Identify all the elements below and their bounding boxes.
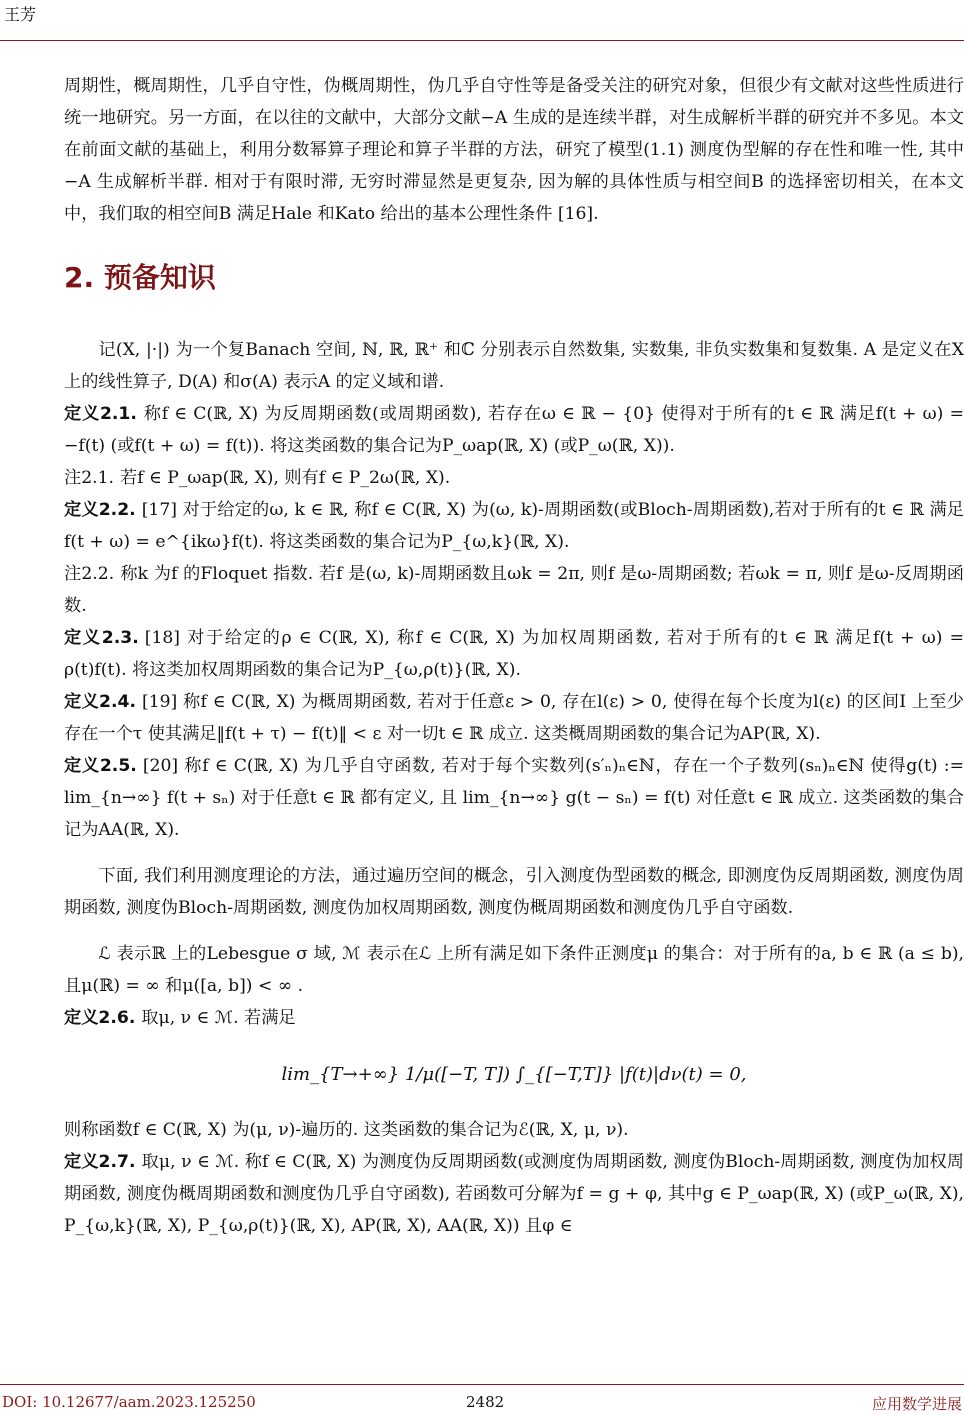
definition-label: 定义2.5. bbox=[64, 756, 137, 776]
remark-label: 注2.2. bbox=[64, 564, 115, 584]
definition-2-3 bbox=[64, 622, 964, 686]
remark-2-2 bbox=[64, 558, 964, 622]
definition-label: 定义2.3. bbox=[64, 628, 139, 648]
definition-label: 定义2.4. bbox=[64, 692, 136, 712]
definition-text: [20] 称f ∈ C(ℝ, X) 为几乎自守函数, 若对于每个实数列(s′ₙ)ₙ∈ℕ，存在一个子数列(sₙ)ₙ∈ℕ 使得g(t) := lim_{n→∞} f(t + sₙ) 对于任意t ∈ ℝ 都有定义, 且 lim_{n→∞} g(t − sₙ) = f(t) 对任意t ∈ ℝ 成立. 这类函数的集合记为AA(ℝ, X). bbox=[64, 756, 964, 840]
definition-2-1 bbox=[64, 398, 964, 462]
definition-text: [17] 对于给定的ω, k ∈ ℝ, 称f ∈ C(ℝ, X) 为(ω, k)-周期函数(或Bloch-周期函数),若对于所有的t ∈ ℝ 满足f(t + ω) = e^{ikω}f(t). 将这类函数的集合记为P_{ω,k}(ℝ, X). bbox=[64, 500, 964, 552]
definition-label: 定义2.7. bbox=[64, 1152, 136, 1172]
definition-2-4 bbox=[64, 686, 964, 750]
remark-text: 称k 为f 的Floquet 指数. 若f 是(ω, k)-周期函数且ωk = 2π, 则f 是ω-周期函数; 若ωk = π, 则f 是ω-反周期函数. bbox=[64, 564, 964, 616]
running-head-author: 王芳 bbox=[4, 5, 37, 24]
definition-2-6-conclusion: 则称函数f ∈ C(ℝ, X) 为(μ, ν)-遍历的. 这类函数的集合记为ℰ(ℝ, X, μ, ν). bbox=[64, 1120, 629, 1140]
definition-text: [19] 称f ∈ C(ℝ, X) 为概周期函数, 若对于任意ε > 0, 存在l(ε) > 0, 使得在每个长度为l(ε) 的区间I 上至少存在一个τ 使其满足‖f(t + τ) − f(t)‖ < ε 对一切t ∈ ℝ 成立. 这类概周期函数的集合记为AP(ℝ, X). bbox=[64, 692, 964, 744]
definition-label: 定义2.1. bbox=[64, 404, 137, 424]
page-footer bbox=[0, 1384, 964, 1415]
definition-label: 定义2.2. bbox=[64, 500, 136, 520]
footer-doi-link[interactable]: DOI: 10.12677/aam.2023.125250 bbox=[2, 1393, 256, 1411]
prelim-paragraph: 记(X, |·|) 为一个复Banach 空间, ℕ, ℝ, ℝ⁺ 和ℂ 分别表示自然数集, 实数集, 非负实数集和复数集. A 是定义在X 上的线性算子, D(A) 和σ(A) 表示A 的定义域和谱. bbox=[64, 340, 964, 392]
remark-2-1 bbox=[64, 462, 964, 494]
lebesgue-paragraph: ℒ 表示ℝ 上的Lebesgue σ 域, ℳ 表示在ℒ 上所有满足如下条件正测度μ 的集合：对于所有的a, b ∈ ℝ (a ≤ b), 且μ(ℝ) = ∞ 和μ([a, b]) < ∞ . bbox=[64, 944, 964, 996]
definition-2-6 bbox=[64, 1002, 964, 1034]
ergodic-formula: lim_{T→+∞} 1/μ([−T, T]) ∫_{[−T,T]} |f(t)|dν(t) = 0, bbox=[281, 1064, 747, 1085]
footer-journal-name: 应用数学进展 bbox=[871, 1395, 962, 1413]
intro-paragraph: 周期性，概周期性，几乎自守性，伪概周期性，伪几乎自守性等是备受关注的研究对象，但很少有文献对这些性质进行统一地研究。另一方面，在以往的文献中，大部分文献−A 生成的是连续半群，对生成解析半群的研究并不多见。本文在前面文献的基础上，利用分数幂算子理论和算子半群的方法，研究了模型(1.1) 测度伪型解的存在性和唯一性, 其中−A 生成解析半群. 相对于有限时滞, 无穷时滞显然是更复杂, 因为解的具体性质与相空间B 的选择密切相关，在本文中，我们取的相空间B 满足Hale 和Kato 给出的基本公理性条件 [16]. bbox=[64, 76, 964, 224]
measure-intro-paragraph: 下面, 我们利用测度理论的方法，通过遍历空间的概念，引入测度伪型函数的概念, 即测度伪反周期函数, 测度伪周期函数, 测度伪Bloch-周期函数, 测度伪加权周期函数, 测度伪概周期函数和测度伪几乎自守函数. bbox=[64, 866, 964, 918]
definition-2-7 bbox=[64, 1146, 964, 1242]
definition-text: 称f ∈ C(ℝ, X) 为反周期函数(或周期函数), 若存在ω ∈ ℝ − {0} 使得对于所有的t ∈ ℝ 满足f(t + ω) = −f(t) (或f(t + ω) = f(t)). 将这类函数的集合记为P_ωap(ℝ, X) (或P_ω(ℝ, X)). bbox=[64, 404, 964, 456]
definition-2-5 bbox=[64, 750, 964, 846]
footer-page-number: 2482 bbox=[466, 1393, 505, 1411]
running-head bbox=[0, 0, 964, 41]
remark-label: 注2.1. bbox=[64, 468, 114, 488]
definition-text: 取μ, ν ∈ ℳ. 若满足 bbox=[141, 1008, 296, 1028]
definition-text: [18] 对于给定的ρ ∈ C(ℝ, X), 称f ∈ C(ℝ, X) 为加权周期函数, 若对于所有的t ∈ ℝ 满足f(t + ω) = ρ(t)f(t). 将这类加权周期函数的集合记为P_{ω,ρ(t)}(ℝ, X). bbox=[64, 628, 964, 680]
page-content bbox=[64, 70, 964, 1242]
definition-text: 取μ, ν ∈ ℳ. 称f ∈ C(ℝ, X) 为测度伪反周期函数(或测度伪周期函数, 测度伪Bloch-周期函数, 测度伪加权周期函数, 测度伪概周期函数和测度伪几乎自守函数), 若函数可分解为f = g + φ, 其中g ∈ P_ωap(ℝ, X) (或P_ω(ℝ, X), P_{ω,k}(ℝ, X), P_{ω,ρ(t)}(ℝ, X), AP(ℝ, X), AA(ℝ, X)) 且φ ∈ bbox=[64, 1152, 964, 1236]
section-title: 2. 预备知识 bbox=[64, 261, 216, 294]
remark-text: 若f ∈ P_ωap(ℝ, X), 则有f ∈ P_2ω(ℝ, X). bbox=[120, 468, 451, 488]
definition-label: 定义2.6. bbox=[64, 1008, 136, 1028]
definition-2-2 bbox=[64, 494, 964, 558]
